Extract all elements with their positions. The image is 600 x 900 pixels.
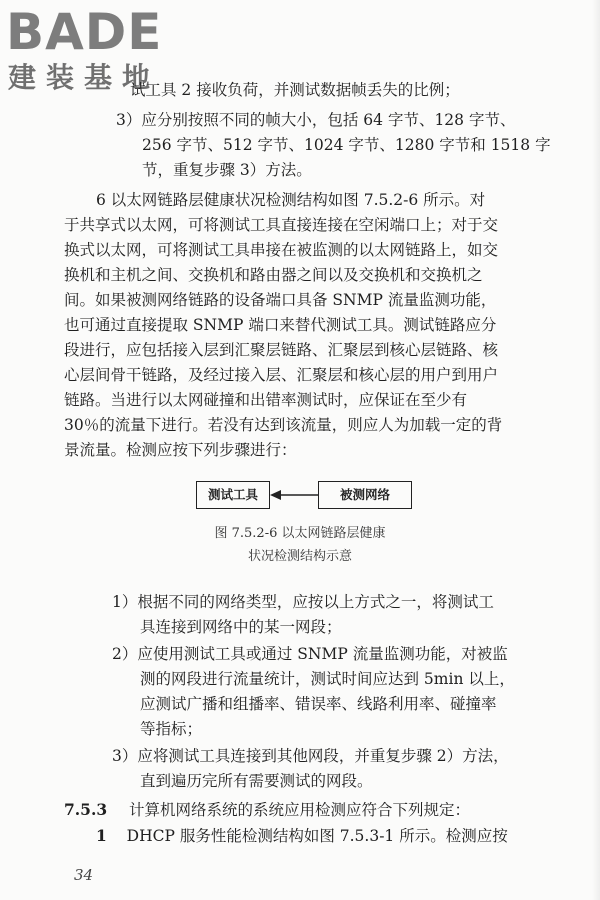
step-line-8: 直到遍历完所有需要测试的网段。 xyxy=(140,772,373,790)
step-line-4: 测的网段进行流量统计，测试时间应达到 5min 以上， xyxy=(140,670,515,688)
body-line-7: 换式以太网，可将测试工具串接在被监测的以太网链路上，如交 xyxy=(64,241,499,259)
body-line-3: 256 字节、512 字节、1024 字节、1280 字节和 1518 字 xyxy=(142,136,551,154)
section-item-1 xyxy=(96,826,508,846)
body-line-4: 节，重复步骤 3）方法。 xyxy=(142,161,312,179)
body-line-2: 3）应分别按照不同的帧大小，包括 64 字节、128 字节、 xyxy=(116,111,516,129)
step-line-2: 具连接到网络中的某一网段； xyxy=(140,618,342,636)
logo-subtitle-text: 建装基地 xyxy=(8,61,161,94)
logo-brand-text: BADE xyxy=(6,3,163,61)
step-line-1: 1）根据不同的网络类型，应按以上方式之一，将测试工 xyxy=(112,593,494,611)
body-line-9: 间。如果被测网络链路的设备端口具备 SNMP 流量监测功能， xyxy=(64,291,497,309)
section-text: 计算机网络系统的系统应用检测应符合下列规定： xyxy=(129,801,471,819)
section-number: 7.5.3 xyxy=(64,800,108,819)
section-item-text: DHCP 服务性能检测结构如图 7.5.3-1 所示。检测应按 xyxy=(126,827,508,845)
figure-caption-line-1: 图 7.5.2-6 以太网链路层健康 xyxy=(214,526,386,541)
test-tool-box: 测试工具 xyxy=(196,481,270,509)
network-under-test-box: 被测网络 xyxy=(318,481,412,509)
body-line-12: 心层间骨干链路，及经过接入层、汇聚层和核心层的用户到用户 xyxy=(64,366,499,384)
step-line-7: 3）应将测试工具连接到其他网段，并重复步骤 2）方法， xyxy=(112,747,509,765)
body-line-11: 段进行，应包括接入层到汇聚层链路、汇聚层到核心层链路、核 xyxy=(64,341,499,359)
section-item-number: 1 xyxy=(96,826,107,845)
step-line-5: 应测试广播和组播率、错误率、线路利用率、碰撞率 xyxy=(140,695,497,713)
step-line-3: 2）应使用测试工具或通过 SNMP 流量监测功能，对被监 xyxy=(112,645,508,663)
body-line-6: 于共享式以太网，可将测试工具直接连接在空闲端口上；对于交 xyxy=(64,216,499,234)
body-line-13: 链路。当进行以太网碰撞和出错率测试时，应保证在至少有 xyxy=(64,391,468,409)
step-line-6: 等指标； xyxy=(140,720,203,738)
body-line-14: 30％的流量下进行。若没有达到该流量，则应人为加载一定的背 xyxy=(64,416,503,434)
figure-caption-line-2: 状况检测结构示意 xyxy=(247,549,352,564)
page-number: 34 xyxy=(74,866,94,884)
body-line-1: 试工具 2 接收负荷，并测试数据帧丢失的比例； xyxy=(130,81,460,99)
page-edge-shadow xyxy=(592,0,600,900)
body-line-5: 6 以太网链路层健康状况检测结构如图 7.5.2-6 所示。对 xyxy=(96,191,486,209)
body-line-8: 换机和主机之间、交换机和路由器之间以及交换机和交换机之 xyxy=(64,266,483,284)
body-line-15: 景流量。检测应按下列步骤进行： xyxy=(64,441,297,459)
section-heading xyxy=(64,800,470,820)
body-line-10: 也可通过直接提取 SNMP 端口来替代测试工具。测试链路应分 xyxy=(64,316,497,334)
